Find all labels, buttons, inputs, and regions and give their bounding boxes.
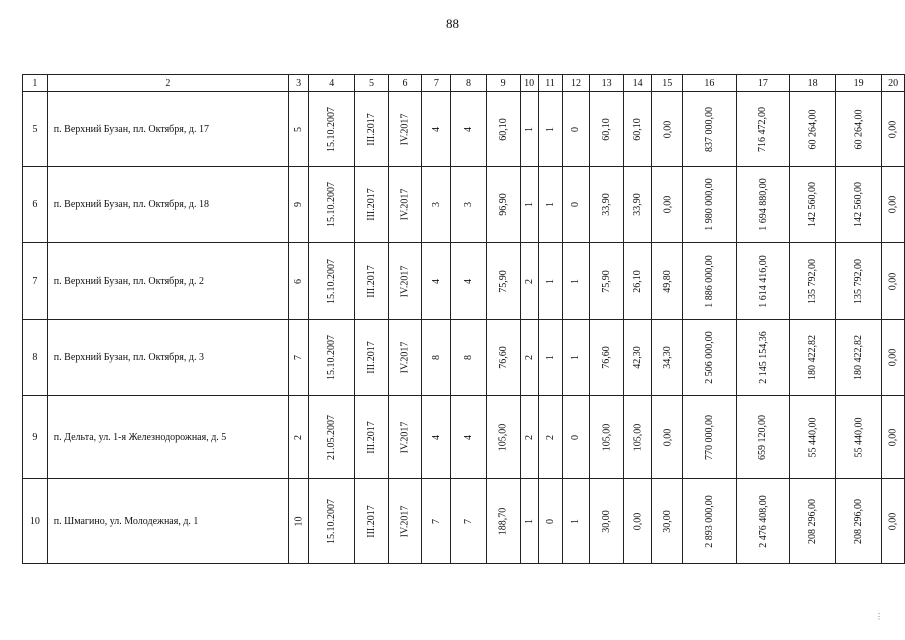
address-cell: п. Шмагино, ул. Молодежная, д. 1	[47, 479, 288, 564]
table-cell	[652, 479, 683, 564]
table-cell	[520, 396, 538, 479]
rotated-cell-value: 770 000,00	[703, 414, 715, 460]
column-header: 16	[683, 75, 737, 92]
table-cell	[538, 320, 562, 396]
table-cell	[590, 479, 623, 564]
rotated-cell-value: 0,00	[661, 195, 673, 214]
table-cell	[520, 167, 538, 243]
row-number: 9	[23, 396, 48, 479]
table-cell	[736, 243, 790, 320]
table-cell	[486, 396, 520, 479]
rotated-cell-value: IV.2017	[399, 113, 411, 145]
table-cell	[486, 479, 520, 564]
table-cell	[355, 479, 389, 564]
rotated-cell-value: 2 476 408,00	[757, 494, 769, 548]
rotated-cell-value: 2	[523, 434, 535, 440]
table-cell	[683, 167, 737, 243]
table-row	[23, 479, 905, 564]
table-cell	[623, 320, 652, 396]
table-cell	[309, 396, 355, 479]
row-number: 10	[23, 479, 48, 564]
table-cell	[882, 479, 905, 564]
table-cell	[683, 396, 737, 479]
rotated-cell-value: 7	[462, 518, 474, 524]
rotated-cell-value: 180 422,82	[853, 335, 865, 380]
column-header: 18	[790, 75, 836, 92]
table-cell	[355, 396, 389, 479]
rotated-cell-value: 76,60	[497, 346, 509, 369]
column-header: 4	[309, 75, 355, 92]
column-header: 11	[538, 75, 562, 92]
rotated-cell-value: 49,80	[661, 269, 673, 293]
rotated-cell-value: 716 472,00	[757, 106, 769, 152]
rotated-cell-value: 96,90	[497, 193, 509, 216]
table-cell	[836, 92, 882, 167]
rotated-cell-value: 142 560,00	[807, 182, 819, 227]
column-header: 1	[23, 75, 48, 92]
table-cell	[388, 243, 422, 320]
rotated-cell-value: 15.10.2007	[326, 335, 338, 380]
rotated-cell-value: 60 264,00	[853, 109, 865, 149]
rotated-cell-value: 26,10	[632, 269, 644, 293]
table-cell	[836, 396, 882, 479]
table-cell	[538, 167, 562, 243]
table-cell	[652, 243, 683, 320]
table-cell	[355, 243, 389, 320]
rotated-cell-value: 1	[544, 202, 556, 207]
rotated-cell-value: 4	[430, 278, 442, 284]
rotated-cell-value: 1	[523, 126, 535, 132]
address-cell: п. Дельта, ул. 1-я Железнодорожная, д. 5	[47, 396, 288, 479]
rotated-cell-value: 10	[293, 516, 305, 526]
row-number: 7	[23, 243, 48, 320]
table-cell	[790, 479, 836, 564]
table-cell	[562, 167, 590, 243]
table-cell	[520, 92, 538, 167]
address-cell: п. Верхний Бузан, пл. Октября, д. 2	[47, 243, 288, 320]
table-cell	[736, 479, 790, 564]
table-cell	[538, 396, 562, 479]
table-cell	[486, 92, 520, 167]
rotated-cell-value: 0	[570, 126, 582, 132]
rotated-cell-value: 75,90	[601, 269, 613, 293]
rotated-cell-value: 135 792,00	[807, 258, 819, 304]
rotated-cell-value: 60,10	[601, 117, 613, 141]
rotated-cell-value: 6	[293, 278, 305, 284]
rotated-cell-value: 0,00	[887, 428, 899, 446]
rotated-cell-value: 2	[544, 434, 556, 440]
address-cell: п. Верхний Бузан, пл. Октября, д. 18	[47, 167, 288, 243]
rotated-cell-value: 1	[523, 202, 535, 207]
table-cell	[451, 479, 486, 564]
rotated-cell-value: 15.10.2007	[326, 498, 338, 544]
rotated-cell-value: 142 560,00	[853, 182, 865, 227]
column-header: 17	[736, 75, 790, 92]
table-cell	[652, 167, 683, 243]
table-cell	[422, 396, 451, 479]
rotated-cell-value: 4	[462, 434, 474, 440]
rotated-cell-value: 9	[293, 202, 305, 207]
rotated-cell-value: 7	[430, 518, 442, 524]
address-cell: п. Верхний Бузан, пл. Октября, д. 17	[47, 92, 288, 167]
table-cell	[355, 167, 389, 243]
table-cell	[486, 320, 520, 396]
table-cell	[836, 320, 882, 396]
rotated-cell-value: 34,30	[661, 346, 673, 369]
rotated-cell-value: 30,00	[661, 509, 673, 533]
table-row	[23, 396, 905, 479]
column-header: 20	[882, 75, 905, 92]
rotated-cell-value: 659 120,00	[757, 414, 769, 460]
table-cell	[538, 243, 562, 320]
table-cell	[562, 320, 590, 396]
rotated-cell-value: 2	[523, 355, 535, 360]
table-cell	[520, 320, 538, 396]
rotated-cell-value: 30,00	[601, 509, 613, 533]
table-cell	[538, 92, 562, 167]
table-cell	[683, 320, 737, 396]
column-header: 10	[520, 75, 538, 92]
rotated-cell-value: 55 440,00	[807, 417, 819, 457]
page-number: 88	[446, 16, 459, 31]
table-cell	[836, 479, 882, 564]
rotated-cell-value: 0	[570, 202, 582, 207]
column-header: 8	[451, 75, 486, 92]
column-header: 9	[486, 75, 520, 92]
table-cell	[683, 92, 737, 167]
table-cell	[388, 396, 422, 479]
rotated-cell-value: 1 694 880,00	[757, 178, 769, 231]
rotated-cell-value: 1	[544, 355, 556, 360]
table-cell	[289, 92, 309, 167]
table-cell	[538, 479, 562, 564]
table-cell	[562, 92, 590, 167]
rotated-cell-value: 208 296,00	[807, 498, 819, 544]
table-cell	[289, 320, 309, 396]
table-cell	[309, 320, 355, 396]
table-cell	[520, 479, 538, 564]
rotated-cell-value: 105,00	[601, 423, 613, 451]
header-row	[23, 75, 905, 92]
table-cell	[486, 167, 520, 243]
table-cell	[388, 320, 422, 396]
table-cell	[882, 92, 905, 167]
rotated-cell-value: 105,00	[632, 423, 644, 451]
table-cell	[882, 320, 905, 396]
rotated-cell-value: 208 296,00	[853, 498, 865, 544]
table-cell	[451, 396, 486, 479]
rotated-cell-value: 1	[544, 126, 556, 132]
table-cell	[590, 92, 623, 167]
table-cell	[623, 92, 652, 167]
rotated-cell-value: 4	[462, 278, 474, 284]
column-header: 6	[388, 75, 422, 92]
table-cell	[388, 92, 422, 167]
table-cell	[451, 167, 486, 243]
rotated-cell-value: 1	[570, 355, 582, 360]
rotated-cell-value: 1 614 416,00	[757, 254, 769, 308]
table-cell	[289, 243, 309, 320]
rotated-cell-value: III.2017	[365, 188, 377, 221]
rotated-cell-value: 7	[293, 355, 305, 360]
rotated-cell-value: 33,90	[601, 193, 613, 216]
table-cell	[309, 479, 355, 564]
rotated-cell-value: IV.2017	[399, 265, 411, 297]
table-cell	[590, 320, 623, 396]
rotated-cell-value: 0,00	[632, 512, 644, 530]
rotated-cell-value: III.2017	[365, 504, 377, 538]
rotated-cell-value: 15.10.2007	[326, 258, 338, 304]
rotated-cell-value: 0,00	[887, 272, 899, 290]
table-cell	[422, 167, 451, 243]
column-header: 15	[652, 75, 683, 92]
rotated-cell-value: 2	[293, 434, 305, 440]
table-cell	[652, 92, 683, 167]
rotated-cell-value: 60,10	[497, 117, 509, 141]
table-cell	[422, 320, 451, 396]
rotated-cell-value: III.2017	[365, 420, 377, 454]
table-cell	[736, 396, 790, 479]
rotated-cell-value: 3	[462, 202, 474, 207]
rotated-cell-value: 60,10	[632, 117, 644, 141]
column-header: 5	[355, 75, 389, 92]
table-cell	[355, 92, 389, 167]
rotated-cell-value: 4	[462, 126, 474, 132]
rotated-cell-value: 2 145 154,36	[757, 331, 769, 384]
table-cell	[882, 243, 905, 320]
table-cell	[790, 167, 836, 243]
table-cell	[309, 243, 355, 320]
rotated-cell-value: 75,90	[497, 269, 509, 293]
table-row	[23, 243, 905, 320]
table-cell	[520, 243, 538, 320]
rotated-cell-value: 0	[570, 434, 582, 440]
rotated-cell-value: 188,70	[497, 507, 509, 535]
rotated-cell-value: 0,00	[661, 120, 673, 138]
column-header: 3	[289, 75, 309, 92]
table-cell	[736, 92, 790, 167]
table-cell	[736, 320, 790, 396]
table-cell	[562, 396, 590, 479]
rotated-cell-value: 76,60	[601, 346, 613, 369]
column-header: 7	[422, 75, 451, 92]
table-cell	[790, 243, 836, 320]
table-cell	[623, 396, 652, 479]
table-cell	[388, 479, 422, 564]
table-cell	[836, 243, 882, 320]
table-cell	[590, 243, 623, 320]
table-cell	[289, 396, 309, 479]
table-cell	[790, 320, 836, 396]
table-cell	[683, 243, 737, 320]
rotated-cell-value: IV.2017	[399, 341, 411, 374]
table-cell	[683, 479, 737, 564]
column-header: 12	[562, 75, 590, 92]
rotated-cell-value: 21.05.2007	[326, 414, 338, 460]
rotated-cell-value: III.2017	[365, 112, 377, 146]
table-cell	[882, 396, 905, 479]
table-cell	[451, 320, 486, 396]
table-cell	[451, 92, 486, 167]
rotated-cell-value: 8	[430, 355, 442, 360]
table-cell	[590, 396, 623, 479]
rotated-cell-value: 2 893 000,00	[703, 494, 715, 548]
table-cell	[422, 479, 451, 564]
rotated-cell-value: 135 792,00	[853, 258, 865, 304]
rotated-cell-value: 3	[430, 202, 442, 207]
rotated-cell-value: 60 264,00	[807, 109, 819, 149]
rotated-cell-value: 8	[462, 355, 474, 360]
table-cell	[451, 243, 486, 320]
data-table	[22, 74, 905, 564]
table-cell	[309, 92, 355, 167]
column-header: 2	[47, 75, 288, 92]
table-cell	[623, 243, 652, 320]
column-header: 19	[836, 75, 882, 92]
rotated-cell-value: 1 980 000,00	[703, 178, 715, 231]
rotated-cell-value: III.2017	[365, 264, 377, 298]
rotated-cell-value: 180 422,82	[807, 335, 819, 380]
rotated-cell-value: 0,00	[887, 348, 899, 367]
rotated-cell-value: 1	[570, 518, 582, 524]
rotated-cell-value: 4	[430, 126, 442, 132]
row-number: 5	[23, 92, 48, 167]
table-cell	[289, 479, 309, 564]
table-cell	[355, 320, 389, 396]
rotated-cell-value: IV.2017	[399, 421, 411, 453]
rotated-cell-value: 1	[544, 278, 556, 284]
table-cell	[422, 92, 451, 167]
rotated-cell-value: 42,30	[632, 346, 644, 369]
table-cell	[790, 92, 836, 167]
table-cell	[486, 243, 520, 320]
table-cell	[623, 479, 652, 564]
column-header: 14	[623, 75, 652, 92]
rotated-cell-value: 55 440,00	[853, 417, 865, 457]
table-row	[23, 167, 905, 243]
rotated-cell-value: 2	[523, 278, 535, 284]
rotated-cell-value: 4	[430, 434, 442, 440]
table-cell	[736, 167, 790, 243]
table-cell	[882, 167, 905, 243]
scan-artifact: ⋮	[875, 612, 883, 621]
table-cell	[790, 396, 836, 479]
rotated-cell-value: IV.2017	[399, 505, 411, 537]
table-cell	[836, 167, 882, 243]
rotated-cell-value: 105,00	[497, 423, 509, 451]
row-number: 6	[23, 167, 48, 243]
table-row	[23, 320, 905, 396]
rotated-cell-value: 0	[544, 518, 556, 524]
rotated-cell-value: 0,00	[887, 195, 899, 214]
table-row	[23, 92, 905, 167]
rotated-cell-value: 15.10.2007	[326, 106, 338, 152]
table-cell	[422, 243, 451, 320]
table-cell	[309, 167, 355, 243]
table-cell	[562, 479, 590, 564]
rotated-cell-value: III.2017	[365, 341, 377, 374]
table-cell	[289, 167, 309, 243]
rotated-cell-value: 33,90	[632, 193, 644, 216]
table-cell	[388, 167, 422, 243]
table-cell	[623, 167, 652, 243]
table-cell	[590, 167, 623, 243]
rotated-cell-value: IV.2017	[399, 188, 411, 221]
column-header: 13	[590, 75, 623, 92]
rotated-cell-value: 0,00	[661, 428, 673, 446]
rotated-cell-value: 1	[523, 518, 535, 524]
row-number: 8	[23, 320, 48, 396]
rotated-cell-value: 837 000,00	[703, 106, 715, 152]
table-cell	[562, 243, 590, 320]
rotated-cell-value: 2 506 000,00	[703, 331, 715, 384]
rotated-cell-value: 0,00	[887, 120, 899, 138]
rotated-cell-value: 1	[570, 278, 582, 284]
table-cell	[652, 320, 683, 396]
rotated-cell-value: 1 886 000,00	[703, 254, 715, 308]
address-cell: п. Верхний Бузан, пл. Октября, д. 3	[47, 320, 288, 396]
rotated-cell-value: 15.10.2007	[326, 182, 338, 227]
rotated-cell-value: 0,00	[887, 512, 899, 530]
rotated-cell-value: 5	[293, 126, 305, 132]
table-cell	[652, 396, 683, 479]
